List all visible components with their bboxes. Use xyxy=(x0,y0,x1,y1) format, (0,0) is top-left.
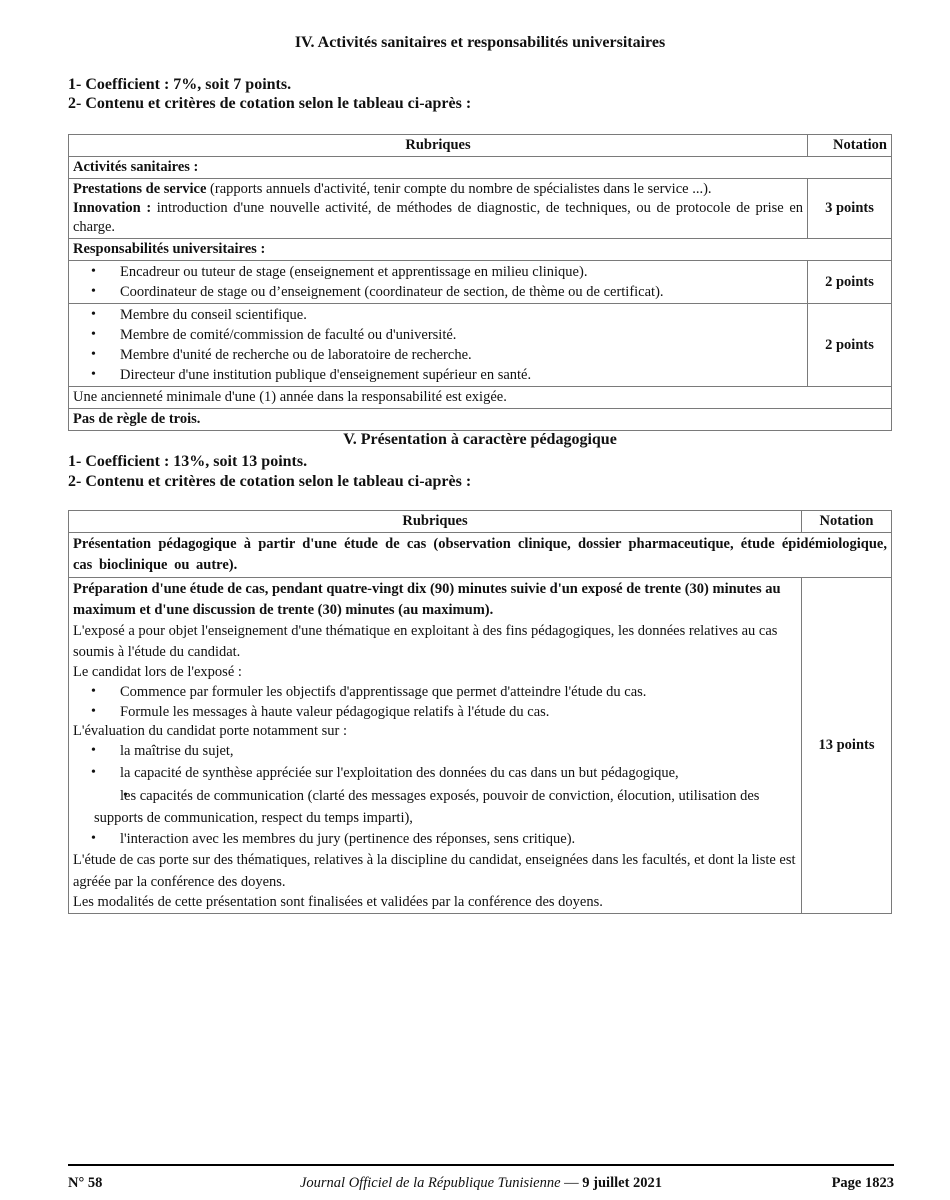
list-item: • Coordinateur de stage ou d’enseignement (coordinateur de section, de thème ou de certificat). xyxy=(120,282,803,302)
list-item: • Membre de comité/commission de faculté ou d'université. xyxy=(120,325,803,345)
list-item: • Directeur d'une institution publique d'enseignement supérieur en santé. xyxy=(120,365,803,385)
list-item: • la maîtrise du sujet, xyxy=(120,741,797,761)
list-item: • Commence par formuler les objectifs d'apprentissage que permet d'atteindre l'étude du cas. xyxy=(120,682,797,702)
section-5-table xyxy=(68,510,892,914)
evaluation-text: L'évaluation du candidat porte notamment sur : xyxy=(73,723,348,739)
activites-points: 3 points xyxy=(808,179,892,239)
preparation-text: Préparation d'une étude de cas, pendant quatre-vingt dix (90) minutes suivie d'un exposé de trente (30) minutes au maximum et d'une discussion de trente (30) minutes (au maximum). xyxy=(73,581,781,618)
list-item: • Membre d'unité de recherche ou de laboratoire de recherche. xyxy=(120,345,803,365)
table-row xyxy=(69,387,892,409)
list-item: • Membre du conseil scientifique. xyxy=(120,305,803,325)
section-4-table xyxy=(68,134,892,431)
footer-rule xyxy=(68,1164,894,1166)
innovation-label: Innovation : xyxy=(73,200,152,216)
header-notation: Notation xyxy=(808,135,892,157)
modalites-text: Les modalités de cette présentation sont finalisées et validées par la conférence des doyens. xyxy=(73,894,603,910)
header-notation: Notation xyxy=(802,511,892,533)
responsabilites-group-2 xyxy=(69,304,808,387)
group-1-points: 2 points xyxy=(808,261,892,304)
header-rubriques: Rubriques xyxy=(69,511,802,533)
section-4-coefficient: 1- Coefficient : 7%, soit 7 points. xyxy=(68,76,292,93)
presentation-intro: Présentation pédagogique à partir d'une étude de cas (observation clinique, dossier pharmaceutique, étude épidémiologique, cas bioclinique ou autre). xyxy=(69,533,892,578)
section-5-contenu: 2- Contenu et critères de cotation selon le tableau ci-après : xyxy=(68,473,472,490)
section-4-contenu: 2- Contenu et critères de cotation selon le tableau ci-après : xyxy=(68,95,472,112)
table-row xyxy=(69,261,892,304)
table-row xyxy=(69,409,892,431)
journal-number: N° 58 xyxy=(68,1175,103,1191)
prestations-label: Prestations de service xyxy=(73,181,207,197)
group-2-points: 2 points xyxy=(808,304,892,387)
journal-title: Journal Officiel de la République Tunisienne xyxy=(299,1175,561,1191)
responsabilites-group-1 xyxy=(69,261,808,304)
journal-dash: — xyxy=(560,1175,583,1191)
anciennete-note: Une ancienneté minimale d'une (1) année dans la responsabilité est exigée. xyxy=(69,387,892,409)
activites-sanitaires-header: Activités sanitaires : xyxy=(69,157,892,179)
prestations-text: (rapports annuels d'activité, tenir compte du nombre de spécialistes dans le service ...). xyxy=(206,181,712,197)
list-item: • les capacités de communication (clarté des messages exposés, pouvoir de conviction, élocution, utilisation des supports de communication, respect du temps imparti), xyxy=(94,785,797,829)
etude-porte-text: L'étude de cas porte sur des thématiques, relatives à la discipline du candidat, enseignées dans les facultés, et dont la liste est agréée par la conférence des doyens. xyxy=(73,852,796,890)
table-row xyxy=(69,179,892,239)
header-rubriques: Rubriques xyxy=(69,135,808,157)
list-item: • Encadreur ou tuteur de stage (enseignement et apprentissage en milieu clinique). xyxy=(120,262,803,282)
presentation-points: 13 points xyxy=(802,578,892,914)
list-item: • Formule les messages à haute valeur pédagogique relatifs à l'étude du cas. xyxy=(120,702,797,722)
table-row xyxy=(69,578,892,914)
section-5-title: V. Présentation à caractère pédagogique xyxy=(343,431,617,448)
table-header-row xyxy=(69,135,892,157)
page-number: Page 1823 xyxy=(831,1175,894,1191)
table-row xyxy=(69,239,892,261)
responsabilites-header: Responsabilités universitaires : xyxy=(69,239,892,261)
activites-sanitaires-content xyxy=(69,179,808,239)
section-5-coefficient: 1- Coefficient : 13%, soit 13 points. xyxy=(68,453,308,470)
table-row xyxy=(69,533,892,578)
innovation-text: introduction d'une nouvelle activité, de méthodes de diagnostic, de techniques, ou de protocole de prise en charge. xyxy=(73,200,804,235)
section-4-title: IV. Activités sanitaires et responsabilités universitaires xyxy=(294,34,666,51)
list-item: • la capacité de synthèse appréciée sur l'exploitation des données du cas dans un but pédagogique, xyxy=(120,761,797,785)
journal-title-line xyxy=(68,1175,894,1192)
regle-note: Pas de règle de trois. xyxy=(69,409,892,431)
expose-objet-text: L'exposé a pour objet l'enseignement d'une thématique en exploitant à des fins pédagogiques, les données relatives au cas soumis à l'étude du candidat. xyxy=(73,623,778,660)
table-header-row xyxy=(69,511,892,533)
candidat-lors-text: Le candidat lors de l'exposé : xyxy=(73,664,242,680)
table-row xyxy=(69,304,892,387)
presentation-content xyxy=(69,578,802,914)
journal-date: 9 juillet 2021 xyxy=(582,1175,663,1191)
table-row xyxy=(69,157,892,179)
list-item: • l'interaction avec les membres du jury (pertinence des réponses, sens critique). xyxy=(120,829,797,849)
